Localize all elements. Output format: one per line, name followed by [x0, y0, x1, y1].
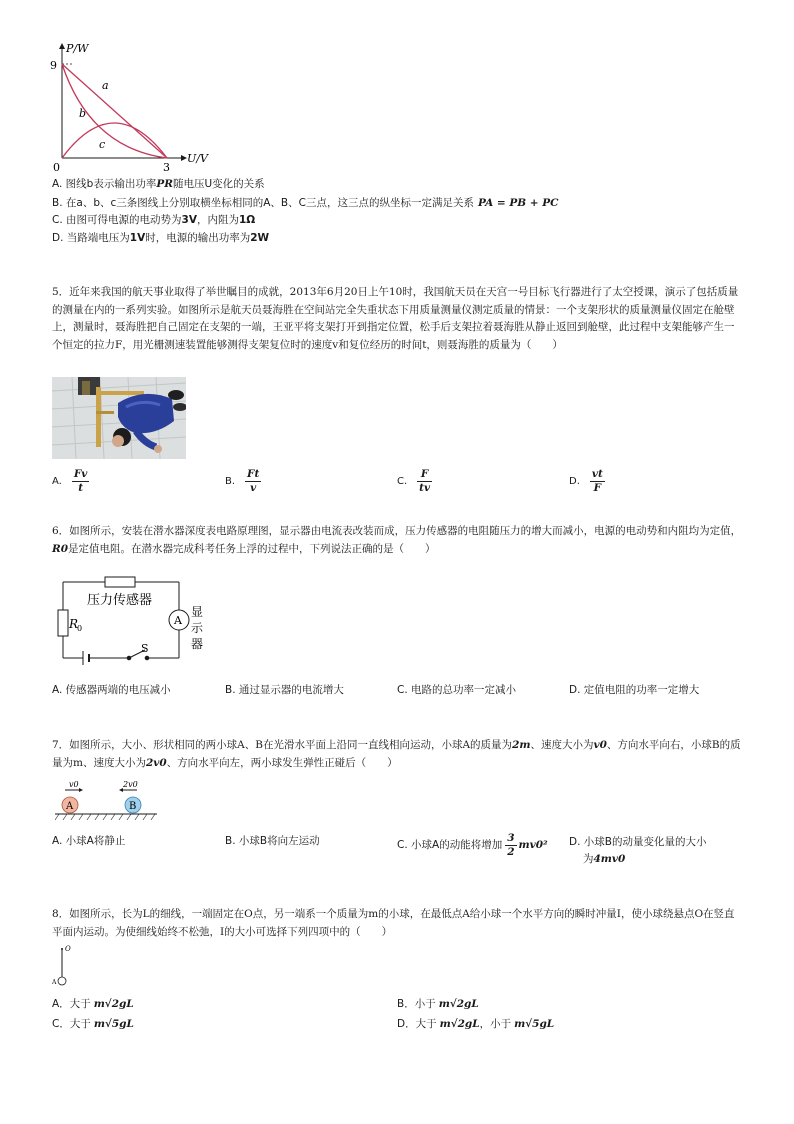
q8-option-c-text: C．大于	[52, 1018, 91, 1030]
q6-stem-text: 6．如图所示，安装在潜水器深度表电路原理图，显示器由电流表改装而成，压力传感器的电阻随压力的增大而减小，电源的电动势和内阻均为定值，	[52, 525, 742, 537]
q4-option-d-voltage: 1V	[129, 232, 146, 244]
q5-option-b-fraction	[245, 468, 261, 495]
q7-fig-b: B	[129, 801, 137, 812]
q7-fig-a: A	[66, 801, 74, 812]
q4-option-a-text-post: 随电压U变化的关系	[172, 178, 265, 190]
q7-stem	[52, 737, 742, 772]
q8-option-a-math: m√2gL	[93, 998, 134, 1010]
power-voltage-graph-svg	[50, 38, 220, 178]
q4-option-d-power: 2W	[250, 232, 270, 244]
q8-option-c	[52, 1017, 134, 1032]
r0-resistor	[58, 610, 68, 636]
q5-option-a-fraction	[72, 468, 90, 495]
q5-option-c-denominator: tv	[419, 481, 431, 494]
q6-stem-text-post: 是定值电阻。在潜水器完成科考任务上浮的过程中，下列说法正确的是（ ）	[68, 542, 436, 555]
q8-stem: 8．如图所示，长为L的细线，一端固定在O点，另一端系一个质量为m的小球，在最低点A给小球一个水平方向的瞬时冲量I，使小球绕悬点O在竖直平面内运动。为使细线始终不松弛，I的大小可选择下列四项中的（ ）	[52, 908, 735, 938]
q5-astronaut-photo	[52, 377, 186, 459]
q7-stem-text-4: 、方向水平向左，两小球发生弹性正碰后（ ）	[166, 756, 398, 769]
q7-collision-figure	[55, 780, 157, 822]
q5-option-a-numerator: Fv	[73, 467, 88, 480]
curve-c-label: c	[99, 138, 106, 151]
q7-option-b: B. 小球B将向左运动	[225, 835, 320, 847]
q5-option-a-label: A.	[52, 475, 62, 487]
q4-option-a	[52, 177, 265, 192]
r0-subscript: 0	[77, 624, 83, 633]
q5-option-d	[569, 465, 605, 497]
q5-option-d-fraction	[590, 468, 605, 495]
curve-b-label: b	[79, 107, 87, 120]
switch-label: S	[141, 642, 149, 655]
q6-option-a: A. 传感器两端的电压减小	[52, 684, 171, 696]
x-axis-label: U/V	[187, 152, 208, 165]
q7-velocity-a: v0	[593, 739, 607, 751]
x-tick-label: 3	[163, 161, 170, 174]
origin-label: 0	[53, 161, 60, 174]
q5-option-a-denominator: t	[78, 481, 84, 494]
q5-option-d-denominator: F	[593, 481, 602, 494]
q7-option-d-math: 4mv0	[593, 853, 626, 865]
y-axis-label: P/W	[66, 42, 89, 55]
ammeter-label: A	[174, 614, 182, 627]
q5-option-c-numerator: F	[417, 468, 432, 482]
q7-stem-text-2: 、速度大小为	[530, 739, 594, 751]
q5-option-d-numerator: vt	[591, 467, 603, 480]
q7-stem-text-1: 7．如图所示，大小、形状相同的两小球A、B在光滑水平面上沿同一直线相向运动，小球A的质量为	[52, 739, 513, 751]
q6-option-b: B. 通过显示器的电流增大	[225, 684, 344, 696]
display-label-3: 器	[191, 637, 204, 651]
q8-option-b	[397, 997, 479, 1012]
q4-option-d	[52, 231, 269, 246]
q7-option-a: A. 小球A将静止	[52, 835, 126, 847]
curve-a	[62, 64, 167, 158]
q7-option-c	[397, 830, 548, 860]
q5-option-b-label: B.	[225, 475, 236, 487]
q6-circuit-diagram	[55, 572, 215, 668]
q4-option-b	[52, 196, 559, 211]
display-label-2: 示	[191, 621, 204, 635]
display-label-1: 显	[191, 605, 204, 619]
r0-label: R	[69, 617, 79, 631]
q8-option-a	[52, 997, 134, 1012]
q8-option-b-text: B．小于	[397, 998, 436, 1010]
q8-fig-o: O	[65, 945, 71, 953]
q6-stem-math: R0	[52, 542, 69, 555]
q8-fig-a: A	[52, 979, 57, 986]
q8-option-d-text-mid: ，小于	[479, 1018, 512, 1030]
q8-option-d	[397, 1017, 554, 1032]
q7-option-c-fraction	[505, 832, 516, 859]
q6-option-c: C. 电路的总功率一定减小	[397, 684, 517, 696]
q8-option-d-math-1: m√2gL	[439, 1018, 480, 1030]
q7-option-c-denominator: 2	[507, 845, 515, 858]
q8-option-a-text: A．大于	[52, 998, 91, 1010]
q7-stem-text-3: 、方向水平向右，小球B的质量为m、速度大小为	[52, 739, 741, 769]
q4-option-d-text-mid: 时，电源的输出功率为	[145, 232, 251, 244]
q7-option-d-text-line2: 为	[583, 853, 594, 865]
q4-option-c	[52, 213, 255, 228]
q7-option-d	[569, 834, 706, 868]
curve-a-label: a	[102, 79, 109, 92]
q7-fig-va: v0	[69, 780, 79, 789]
q7-option-c-text: C. 小球A的动能将增加	[397, 838, 503, 851]
curve-c	[62, 123, 167, 158]
q4-option-c-emf: 3V	[181, 214, 197, 226]
q4-option-c-resistance: 1Ω	[238, 214, 256, 226]
q6-option-d: D. 定值电阻的功率一定增大	[569, 684, 700, 696]
pendulum-ball	[58, 977, 66, 985]
q4-option-b-math: PA = PB + PC	[477, 197, 559, 209]
q8-option-d-math-2: m√5gL	[514, 1018, 555, 1030]
q4-option-d-text: D. 当路端电压为	[52, 232, 130, 244]
pressure-sensor-label: 压力传感器	[87, 593, 153, 608]
q7-mass-a: 2m	[512, 739, 531, 751]
q5-option-a	[52, 465, 89, 497]
power-voltage-graph	[50, 38, 220, 178]
q5-option-c-fraction	[417, 468, 432, 495]
q4-option-a-text: A. 图线b表示输出功率	[52, 178, 157, 190]
q4-option-c-text-mid: ，内阻为	[196, 214, 239, 226]
q8-option-c-math: m√5gL	[93, 1018, 134, 1030]
pressure-sensor-resistor	[105, 577, 135, 587]
q7-option-c-numerator: 3	[507, 831, 515, 844]
q8-option-d-text: D．大于	[397, 1018, 437, 1030]
q5-stem: 5．近年来我国的航天事业取得了举世瞩目的成就，2013年6月20日上午10时，我国航天员在天宫一号目标飞行器进行了太空授课，演示了包括质量的测量在内的一系列实验。如图所示是航天员聂海胜在空间站完全失重状态下用质量测量仪测定质量的情景：一个支架形状的质量测量仪固定在舱壁上，测量时，聂海胜把自己固定在支架的一端，王亚平将支架打开到指定位置，松手后支架拉着聂海胜从静止返回到舱壁，此过程中支架能够产生一个恒定的拉力F，用光栅测速装置能够测得支架复位时的速度v和复位经历的时间t，则聂海胜的质量为（ ）	[52, 286, 739, 351]
q4-option-c-text: C. 由图可得电源的电动势为	[52, 214, 182, 226]
q7-fig-vb: 2v0	[123, 780, 138, 789]
q5-option-c-label: C.	[397, 475, 408, 487]
q8-pendulum-figure	[52, 943, 76, 989]
q5-option-c	[397, 465, 432, 497]
q7-option-c-math: mv0²	[518, 838, 548, 851]
q8-option-b-math: m√2gL	[438, 998, 479, 1010]
q5-option-b	[225, 465, 261, 497]
q5-option-d-label: D.	[569, 475, 580, 487]
q7-option-d-text: D. 小球B的动量变化量的大小	[569, 836, 707, 848]
y-tick-label: 9	[50, 59, 57, 72]
q4-option-b-text: B. 在a、b、c三条图线上分别取横坐标相同的A、B、C三点，这三点的纵坐标一定满足关系	[52, 197, 474, 209]
q6-stem	[52, 523, 742, 558]
q7-velocity-b: 2v0	[145, 756, 167, 769]
q5-option-b-numerator: Ft	[247, 467, 260, 480]
q4-option-a-math: PR	[156, 178, 173, 190]
q5-option-b-denominator: v	[250, 481, 257, 494]
